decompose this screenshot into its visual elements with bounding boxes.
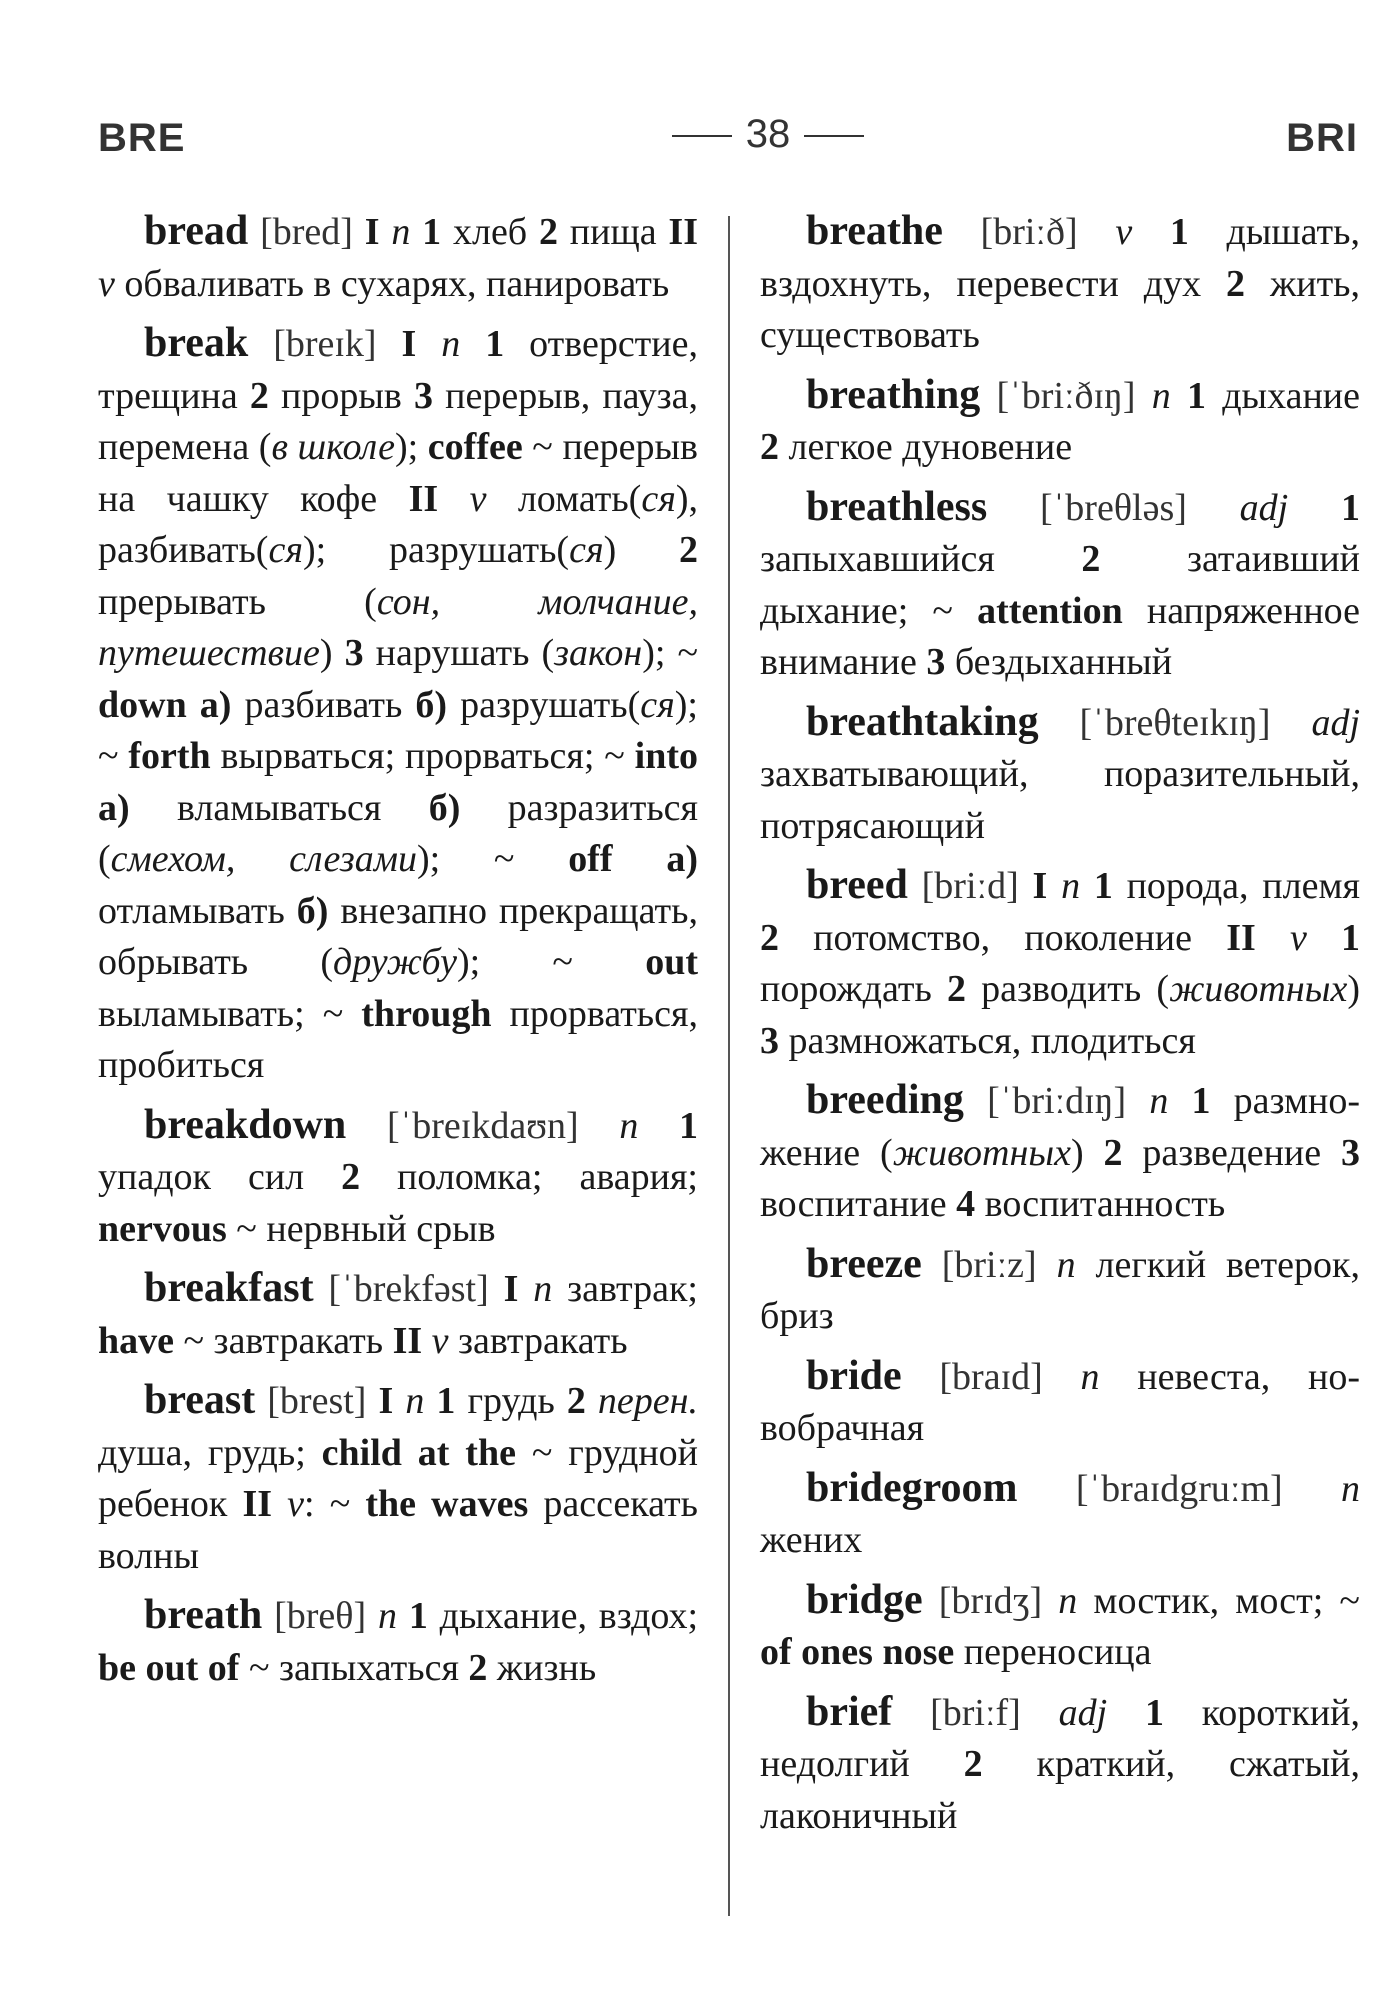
entry-text: жизнь xyxy=(487,1646,597,1689)
right-column xyxy=(760,206,1360,1926)
entry-text: ~ грудной ребенок xyxy=(98,1431,698,1525)
bold-marker: I xyxy=(503,1268,534,1310)
guide-word-left: BRE xyxy=(98,116,186,160)
italic-label: n xyxy=(1080,1355,1100,1398)
dictionary-entry xyxy=(760,1075,1360,1231)
bold-marker: 1 xyxy=(1341,916,1361,959)
italic-label: закон xyxy=(554,632,643,674)
headword: breath xyxy=(144,1592,263,1638)
bold-marker: forth xyxy=(128,735,211,777)
bold-marker: 1 xyxy=(485,323,505,365)
entry-text: ) xyxy=(1070,1131,1104,1174)
italic-label: животных xyxy=(892,1131,1071,1174)
bold-marker: 1 xyxy=(1341,486,1360,529)
dictionary-entry xyxy=(760,482,1360,689)
entry-text: отламывать xyxy=(98,889,297,932)
entry-text: захватывающий, поразительный, потрясающий xyxy=(760,753,1360,847)
page-number: 38 xyxy=(745,112,791,156)
entry-text: напряженное внимание xyxy=(760,589,1360,683)
entry-text: размножаться, плодиться xyxy=(779,1019,1196,1062)
bold-marker: 1 xyxy=(679,1104,699,1147)
bold-marker: through xyxy=(361,992,492,1035)
bold-marker: 3 xyxy=(926,641,946,683)
italic-label: v xyxy=(1289,916,1342,959)
page-number-block xyxy=(608,112,928,157)
entry-text: грудь xyxy=(455,1380,567,1422)
entry-text: вламываться xyxy=(129,786,429,829)
headword: bread xyxy=(144,208,249,254)
bold-marker: 2 xyxy=(249,374,269,417)
entry-text: бездыханный xyxy=(945,641,1173,683)
entry-text: разведение xyxy=(1122,1131,1342,1174)
dictionary-entry xyxy=(98,318,698,1092)
bold-marker: 2 xyxy=(1103,1131,1123,1174)
headword: break xyxy=(144,320,249,366)
entry-text: легкое дуновение xyxy=(779,426,1073,468)
headword: bridegroom xyxy=(806,1464,1018,1511)
italic-label: в школе xyxy=(271,426,395,468)
bold-marker: б) xyxy=(415,683,448,726)
bold-marker: 3 xyxy=(344,632,364,674)
entry-text: ), разбивать( xyxy=(98,477,699,571)
bold-marker: 2 xyxy=(341,1156,361,1198)
transcription: [briːð] xyxy=(942,211,1116,253)
entry-text: запыхавшийся xyxy=(760,538,1082,580)
bold-marker: 1 xyxy=(436,1380,456,1422)
bold-marker: 2 xyxy=(1081,538,1101,580)
entry-text: внезапно прекращать, обрывать ( xyxy=(98,889,698,983)
bold-marker: 2 xyxy=(963,1743,983,1785)
entry-text: душа, грудь; xyxy=(98,1431,322,1474)
italic-label: n xyxy=(1149,1080,1192,1122)
bold-marker: 3 xyxy=(414,374,433,417)
bold-marker: II xyxy=(668,211,698,253)
transcription: [ˈbreɪkdaʊn] xyxy=(346,1104,620,1147)
dash-right xyxy=(804,135,864,137)
italic-label: n xyxy=(1056,1243,1076,1286)
bold-marker: coffee xyxy=(427,426,523,468)
italic-label: дружбу xyxy=(333,941,457,983)
headword: breeding xyxy=(806,1077,964,1123)
italic-label: ся xyxy=(640,683,675,726)
bold-marker: of ones nose xyxy=(760,1631,955,1673)
headword: breathtaking xyxy=(806,698,1039,745)
bold-marker: 1 xyxy=(1187,374,1206,417)
italic-label: n xyxy=(377,1595,409,1637)
entry-text: разводить ( xyxy=(965,968,1170,1010)
bold-marker: 1 xyxy=(422,211,442,253)
entry-text: ); разрушать( xyxy=(303,529,570,571)
italic-label: adj xyxy=(1058,1691,1145,1734)
entry-text: жить, существовать xyxy=(760,262,1361,356)
transcription: [briːd] xyxy=(907,865,1033,907)
column-divider xyxy=(728,216,730,1916)
bold-marker: 2 xyxy=(566,1380,586,1422)
entry-text: размножение ( xyxy=(760,1080,1360,1174)
bold-marker: 3 xyxy=(1341,1131,1361,1174)
guide-word-right: BRI xyxy=(1286,116,1358,160)
dictionary-entry xyxy=(760,206,1360,362)
entry-text: нарушать ( xyxy=(363,632,555,674)
entry-text: перерыв, пауза, перемена ( xyxy=(98,374,698,468)
entry-text: жених xyxy=(760,1519,863,1561)
entry-text: ~ запыхаться xyxy=(239,1646,469,1689)
transcription: [ˈbreθteɪkɪŋ] xyxy=(1038,701,1312,744)
italic-label: ся xyxy=(268,529,303,571)
italic-label: ся xyxy=(641,477,676,520)
italic-label: n xyxy=(1151,374,1187,417)
entry-text: краткий, сжатый, лаконичный xyxy=(760,1743,1360,1837)
italic-label: n xyxy=(391,211,423,253)
italic-label: adj xyxy=(1239,486,1341,529)
entry-text: обваливать в сухарях, панировать xyxy=(114,262,670,305)
headword: breast xyxy=(144,1377,256,1423)
headword: brief xyxy=(806,1688,893,1735)
bold-marker: II xyxy=(392,1319,432,1362)
entry-text: ); ~ xyxy=(416,838,569,880)
bold-marker: 2 xyxy=(946,968,966,1010)
transcription: [ˈbriːdɪŋ] xyxy=(963,1080,1150,1122)
entry-text: дыхание, вздох; xyxy=(427,1595,699,1637)
entry-text: ) xyxy=(319,632,345,674)
bold-marker: be out of xyxy=(98,1646,240,1689)
dictionary-entry xyxy=(760,1463,1360,1567)
entry-text: переносица xyxy=(954,1631,1152,1673)
entry-text: хлеб xyxy=(441,211,539,253)
dictionary-entry xyxy=(760,370,1360,474)
headword: breathe xyxy=(806,208,943,254)
entry-text: прорыв xyxy=(268,374,414,417)
dictionary-entry xyxy=(98,1263,698,1367)
entry-text: упадок сил xyxy=(98,1156,342,1198)
transcription: [breɪk] xyxy=(248,323,402,365)
entry-text: отверстие, трещина xyxy=(98,323,698,417)
bold-marker: have xyxy=(98,1319,174,1362)
page-header xyxy=(98,112,1358,172)
entry-text: ~ завтракать xyxy=(174,1319,393,1362)
entry-text: ); ~ xyxy=(642,632,699,674)
bold-marker: 2 xyxy=(1226,262,1246,305)
bold-marker: I xyxy=(378,1380,406,1422)
transcription: [brɪdʒ] xyxy=(922,1579,1059,1622)
transcription: [briːf] xyxy=(892,1691,1059,1734)
dictionary-entry xyxy=(98,1375,698,1582)
dictionary-entry xyxy=(760,860,1360,1067)
bold-marker: 1 xyxy=(1093,865,1113,907)
dictionary-entry xyxy=(760,1239,1360,1343)
entry-text: невеста, новобрачная xyxy=(760,1355,1360,1449)
bold-marker: nervous xyxy=(98,1207,227,1250)
entry-text: воспитание xyxy=(760,1183,957,1225)
entry-text: ~ нервный срыв xyxy=(226,1207,496,1250)
transcription: [breθ] xyxy=(262,1595,378,1637)
bold-marker: down a) xyxy=(98,683,232,726)
italic-label: сон, молчание, путешествие xyxy=(98,580,698,674)
bold-marker: 4 xyxy=(956,1183,976,1225)
bold-marker: II xyxy=(1226,916,1290,959)
headword: breakdown xyxy=(144,1101,347,1148)
entry-text: легкий ветерок, бриз xyxy=(760,1243,1360,1337)
entry-text: порождать xyxy=(760,968,947,1010)
entry-text: ломать( xyxy=(486,477,642,520)
bold-marker: out xyxy=(645,941,698,983)
bold-marker: 1 xyxy=(1169,211,1189,253)
headword: breathing xyxy=(806,371,981,418)
italic-label: ся xyxy=(569,529,604,571)
entry-text: ~ перерыв на чашку кофе xyxy=(98,426,699,520)
italic-label: v xyxy=(287,1483,305,1525)
italic-label: v xyxy=(98,262,115,305)
italic-label: n xyxy=(441,323,486,365)
headword: breed xyxy=(806,862,908,908)
entry-text: вырваться; прорваться; ~ xyxy=(210,735,635,777)
dash-left xyxy=(672,135,732,137)
entry-text: ); ~ xyxy=(98,683,698,777)
bold-marker: I xyxy=(1032,865,1062,907)
transcription: [bred] xyxy=(248,211,365,253)
transcription: [braɪd] xyxy=(901,1355,1081,1398)
entry-text: короткий, недолгий xyxy=(760,1691,1360,1785)
bold-marker: б) xyxy=(428,786,461,829)
italic-label: n xyxy=(533,1268,553,1310)
entry-text: ) xyxy=(1347,968,1360,1010)
dictionary-entry xyxy=(760,1687,1360,1843)
bold-marker: 3 xyxy=(760,1019,779,1062)
bold-marker: 2 xyxy=(468,1646,488,1689)
headword: bridge xyxy=(806,1576,923,1623)
transcription: [ˈbrekfəst] xyxy=(313,1268,504,1310)
entry-text: прерывать ( xyxy=(98,580,377,623)
bold-marker: II xyxy=(242,1483,288,1525)
italic-label: n xyxy=(1061,865,1094,907)
italic-label: n xyxy=(1341,1467,1360,1510)
bold-marker: 2 xyxy=(760,916,779,959)
bold-marker: 2 xyxy=(538,211,558,253)
bold-marker: 1 xyxy=(1144,1691,1164,1734)
bold-marker: attention xyxy=(977,589,1123,632)
bold-marker: off a) xyxy=(568,838,698,880)
entry-text: выламывать; ~ xyxy=(98,992,362,1035)
dictionary-entry xyxy=(98,206,698,310)
italic-label: животных xyxy=(1169,968,1348,1010)
entry-text: дышать, вздохнуть, перевести дух xyxy=(760,211,1360,305)
italic-label: v xyxy=(469,477,487,520)
entry-text: разрушать( xyxy=(447,683,641,726)
transcription: [ˈbraɪdgruːm] xyxy=(1017,1467,1341,1510)
bold-marker: the waves xyxy=(365,1483,529,1525)
entry-text: ); ~ xyxy=(456,941,646,983)
transcription: [briːz] xyxy=(921,1243,1057,1286)
dictionary-entry xyxy=(98,1590,698,1694)
entry-text: поломка; авария; xyxy=(360,1156,698,1198)
entry-text: воспитанность xyxy=(975,1183,1226,1225)
italic-label: смехом, слезами xyxy=(110,838,417,880)
transcription: [ˈbreθləs] xyxy=(987,486,1240,529)
entry-text: завтракать xyxy=(448,1319,628,1362)
bold-marker: 1 xyxy=(408,1595,428,1637)
bold-marker: 2 xyxy=(679,529,699,571)
bold-marker: I xyxy=(364,211,392,253)
bold-marker: I xyxy=(401,323,442,365)
entry-text: дыхание xyxy=(1206,374,1360,417)
left-column xyxy=(98,206,698,1926)
transcription: [ˈbriːðɪŋ] xyxy=(980,374,1152,417)
dictionary-entry xyxy=(760,1351,1360,1455)
italic-label: n xyxy=(619,1104,680,1147)
entry-text: разразиться ( xyxy=(98,786,698,880)
italic-label: n xyxy=(405,1380,437,1422)
entry-text: завтрак; xyxy=(552,1268,698,1310)
italic-label: v xyxy=(431,1319,449,1362)
transcription: [brest] xyxy=(255,1380,379,1422)
entry-text: порода, племя xyxy=(1112,865,1360,907)
bold-marker: into a) xyxy=(98,735,698,829)
italic-label: v xyxy=(1115,211,1170,253)
italic-label: n xyxy=(1058,1579,1078,1622)
dictionary-entry xyxy=(760,697,1360,853)
headword: breakfast xyxy=(144,1265,314,1311)
bold-marker: б) xyxy=(296,889,329,932)
italic-label: перен. xyxy=(585,1380,699,1422)
entry-text: : ~ xyxy=(304,1483,366,1525)
entry-text: мостик, мост; ~ xyxy=(1077,1579,1360,1622)
dictionary-entry xyxy=(760,1575,1360,1679)
entry-text: потомство, поколение xyxy=(779,916,1227,959)
headword: bride xyxy=(806,1352,902,1399)
italic-label: adj xyxy=(1311,701,1360,744)
entry-text: ) xyxy=(603,529,680,571)
entry-text: пища xyxy=(557,211,669,253)
bold-marker: II xyxy=(408,477,470,520)
bold-marker: child at the xyxy=(321,1431,516,1474)
bold-marker: 1 xyxy=(1191,1080,1211,1122)
headword: breathless xyxy=(806,483,988,530)
entry-text: ); xyxy=(394,426,428,468)
entry-text: затаивший дыхание; ~ xyxy=(760,538,1360,632)
bold-marker: 2 xyxy=(760,426,779,468)
entry-text: прорваться, пробиться xyxy=(98,992,698,1086)
entry-text: рассекать волны xyxy=(98,1483,698,1577)
headword: breeze xyxy=(806,1240,922,1287)
entry-text: разбивать xyxy=(231,683,416,726)
dictionary-entry xyxy=(98,1100,698,1256)
